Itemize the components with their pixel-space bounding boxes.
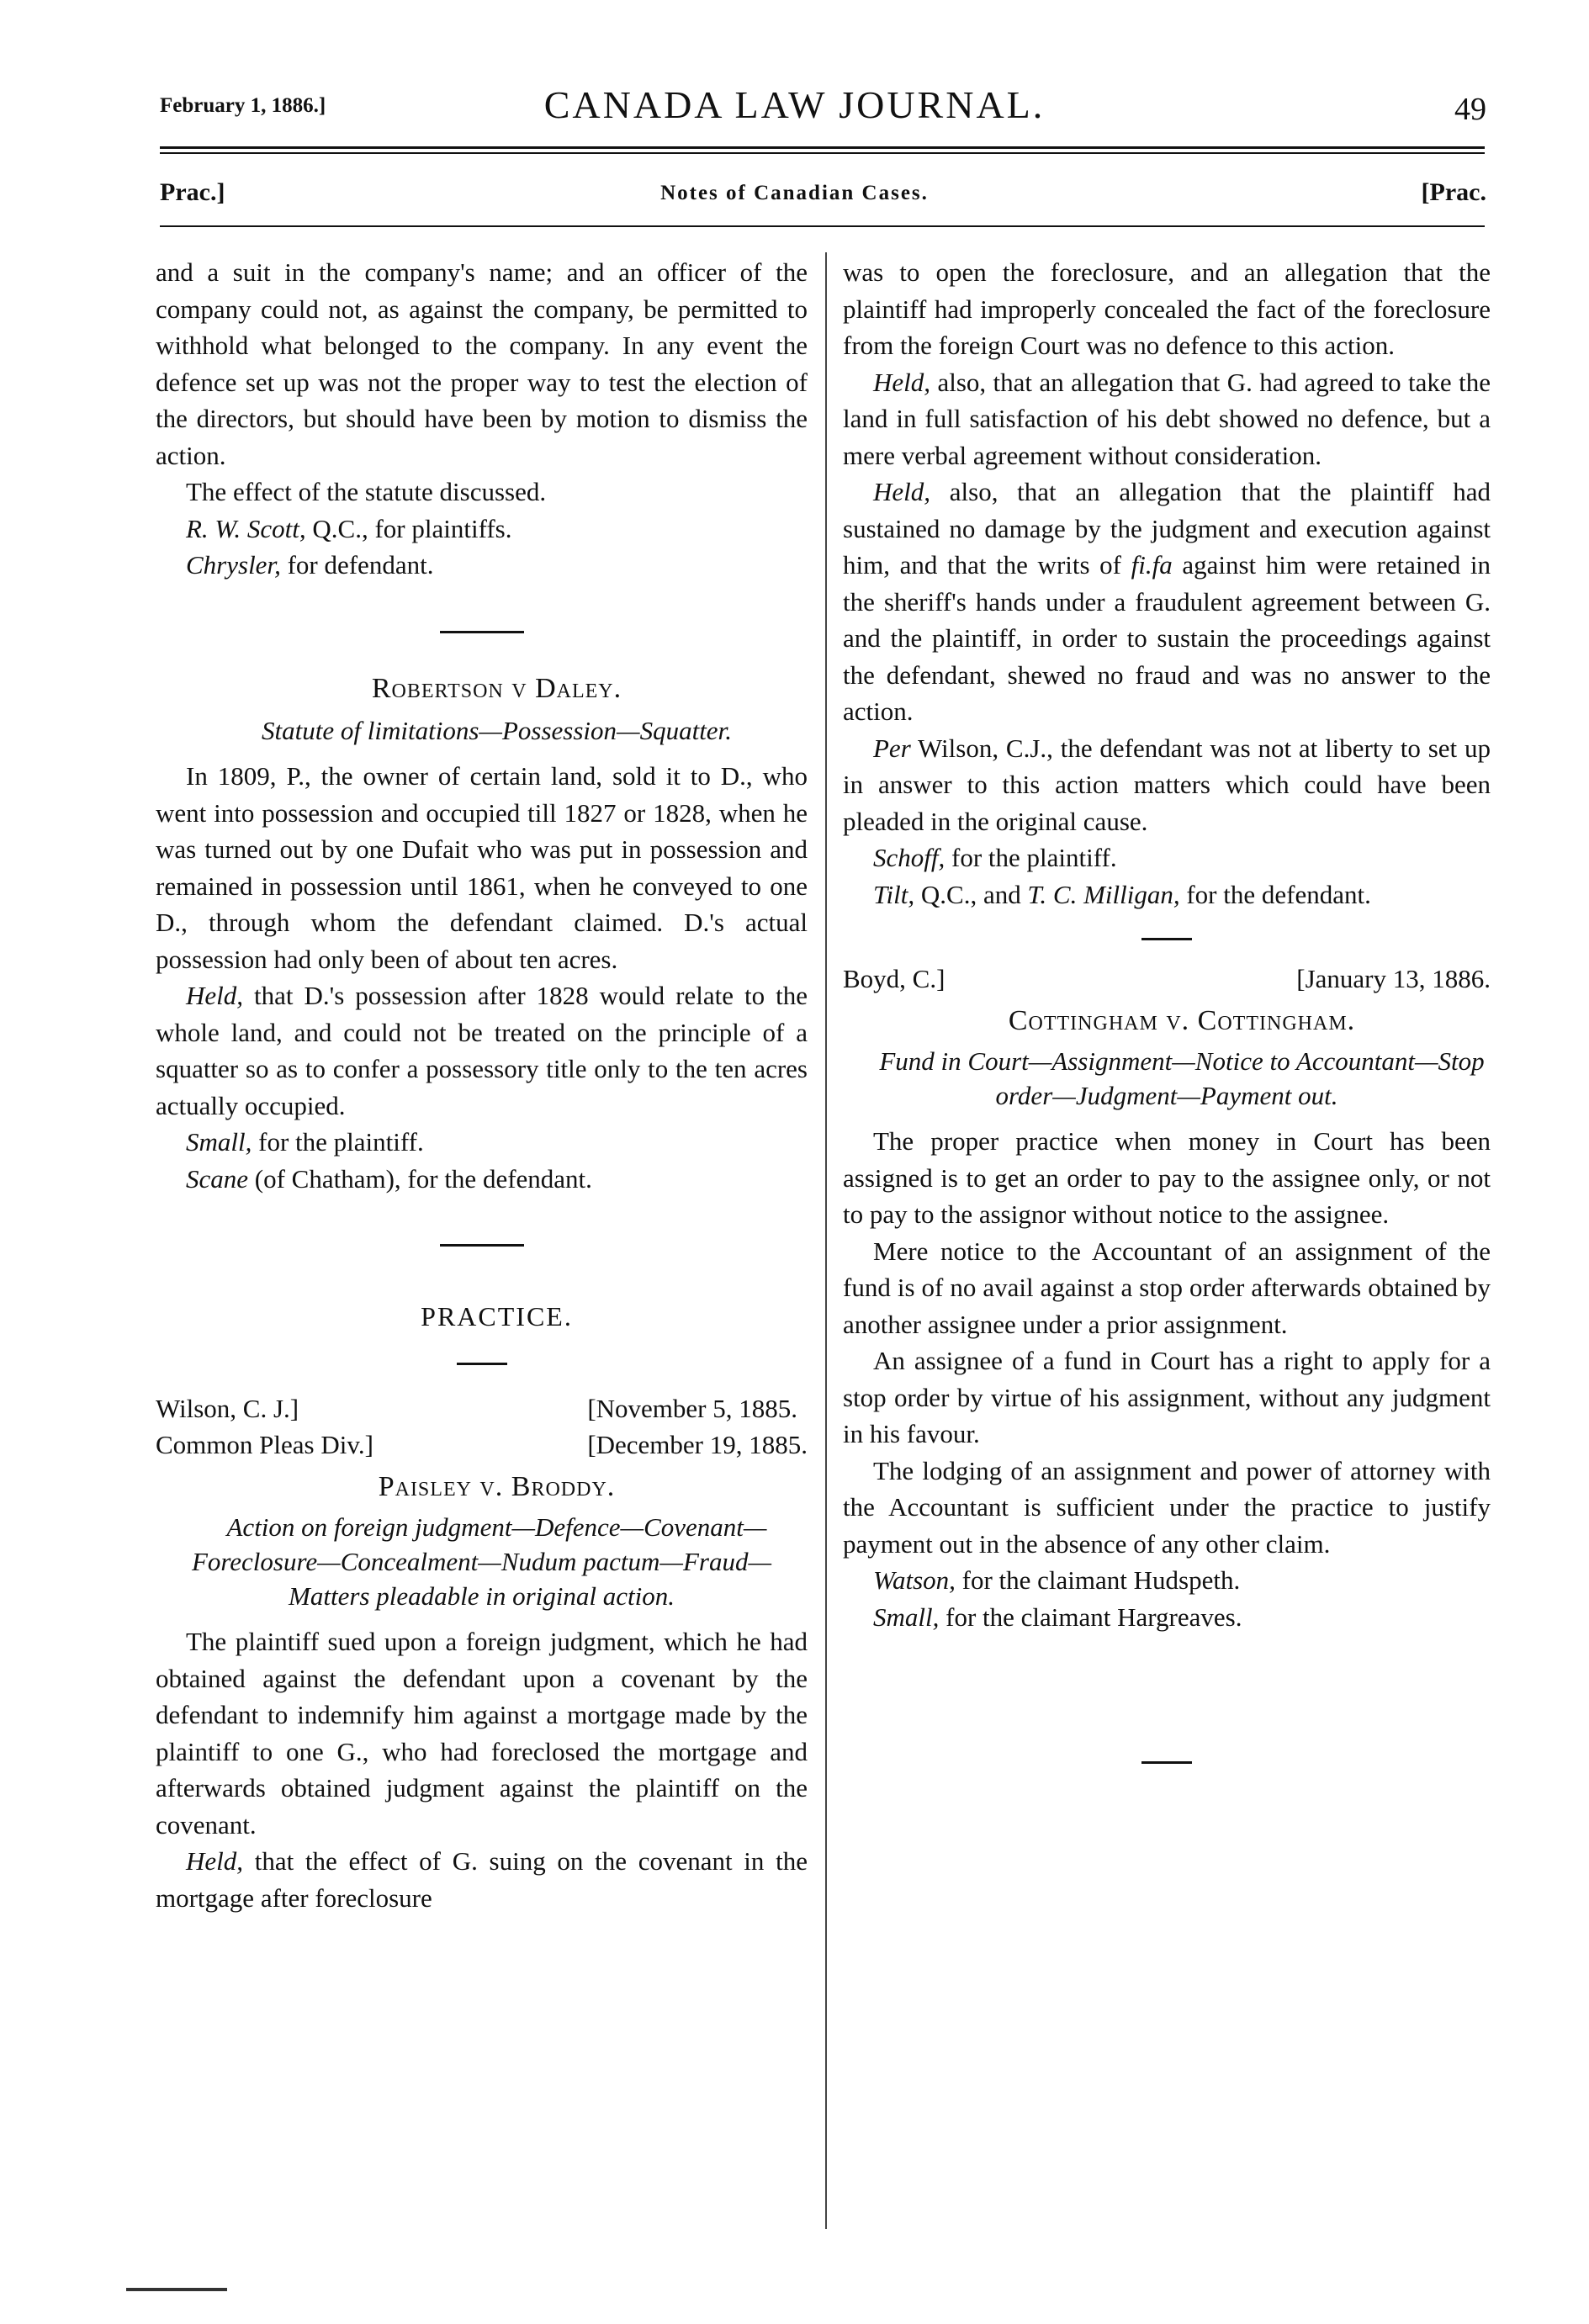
paragraph-text: Wilson, C.J., the defendant was not at liberty to set up in answer to this action matters which could have been pleaded in the original cause. [843,733,1491,836]
paragraph [843,364,1491,474]
counsel-line [156,1161,808,1198]
counsel-name: Small, [873,1601,940,1632]
counsel-line [156,511,808,548]
held-label: Held, [186,1846,244,1876]
paragraph [843,474,1491,730]
counsel-role: for the claimant Hargreaves. [939,1601,1242,1632]
counsel-name: T. C. Milligan, [1027,879,1180,909]
case-headnote-topic: Fund in Court—Assignment—Notice to Accountant—Stop order—Judgment—Payment out. [879,1046,1485,1110]
court-judge: Boyd, C.] [843,964,945,993]
counsel-line [156,1124,808,1161]
case-title: Cottingham v. Cottingham. [1008,1004,1356,1036]
header-rule-top [160,146,1485,149]
paragraph-text: against him were retained in the sheriff's hands under a fraudulent agreement between G. and the plaintiff, in order to sustain the proceedings against the defendant, shewed no fraud and was no answer to the action. [843,550,1491,726]
paragraph-text: also, that an allegation that the plaintiff had sustained no damage by the judgment and execution against him, and that the writs of [843,477,1491,580]
counsel-name: Scane [186,1163,249,1194]
counsel-name: Small, [186,1127,252,1157]
case-headnote-topic: Action on foreign judgment—Defence—Covenant—Foreclosure—Concealment—Nudum pactum—Fraud—Matters pleadable in original action. [191,1512,772,1611]
counsel-line [843,1562,1491,1599]
paragraph: The proper practice when money in Court has been assigned is to get an order to pay to the assignee only, or not to pay to the assignor without notice to the assignee. [843,1126,1491,1229]
counsel-line [843,839,1491,876]
paragraph: The lodging of an assignment and power of attorney with the Accountant is sufficient under the practice to justify payment out in the absence of any other claim. [843,1455,1491,1559]
paragraph: Mere notice to the Accountant of an assignment of the fund is of no avail against a stop order afterwards obtained by another assignee under a prior assignment. [843,1236,1491,1339]
running-head-right: [Prac. [1421,178,1486,206]
paragraph: In 1809, P., the owner of certain land, sold it to D., who went into possession and occupied till 1827 or 1828, when he was turned out by one Dufait who was put in possession and remained in possession until 1861, when he conveyed to one D., through whom the defendant claimed. D.'s actual possession had only been of about ten acres. [156,761,808,974]
issue-date: February 1, 1886.] [160,94,326,117]
held-label: Held, [873,367,931,397]
page-edge-mark [126,2288,227,2291]
counsel-role: for the plaintiff. [252,1127,424,1157]
counsel-name: Watson, [873,1565,956,1595]
subheader-rule [160,225,1485,227]
counsel-role: for the plaintiff. [945,843,1117,872]
paragraph: was to open the foreclosure, and an allegation that the plaintiff had improperly concealed the fact of the foreclosure from the foreign Court was no defence to this action. [843,257,1491,360]
held-label: Held, [873,477,931,506]
case-title: Paisley v. Broddy. [378,1470,616,1502]
court-date: [November 5, 1885. [587,1393,797,1423]
practice-heading: PRACTICE. [421,1301,573,1331]
case-headnote-topic: Statute of limitations—Possession—Squatter. [262,716,732,745]
running-head-left: Prac.] [160,178,225,206]
right-column [843,254,1491,1764]
left-column [156,254,808,1916]
counsel-name: Schoff, [873,843,945,872]
court-line [843,961,1491,998]
counsel-role: for defendant. [280,550,434,580]
writ-term: fi.fa [1131,550,1173,580]
court-date: [January 13, 1886. [1296,964,1491,993]
end-separator [1141,1761,1192,1764]
counsel-role: (of Chatham), for the defendant. [248,1163,592,1194]
counsel-line [843,1599,1491,1636]
column-divider [825,252,827,2229]
paragraph-text: that the effect of G. suing on the covenant in the mortgage after foreclosure [156,1846,808,1913]
counsel-line [843,876,1491,913]
court-line [156,1390,808,1464]
counsel-role: for the defendant. [1179,879,1371,909]
paragraph: An assignee of a fund in Court has a right to apply for a stop order by virtue of his assignment, without any judgment in his favour. [843,1346,1491,1448]
held-label: Held, [186,981,244,1010]
paragraph [156,1843,808,1916]
counsel-name: R. W. Scott, [186,513,306,543]
journal-title: CANADA LAW JOURNAL. [543,83,1046,126]
court-date: [December 19, 1885. [587,1430,808,1459]
counsel-role: Q.C., and [914,879,1028,909]
counsel-name: Chrysler, [186,550,281,580]
section-title: Notes of Canadian Cases. [660,182,929,204]
paragraph [156,977,808,1124]
per-label: Per [873,733,911,763]
court-division: Common Pleas Div.] [156,1430,373,1459]
counsel-name: Tilt, [873,879,915,909]
paragraph: and a suit in the company's name; and an officer of the company could not, as against the company, be permitted to withhold what belonged to the company. In any event the defence set up was not the proper way to test the election of the directors, but should have been by motion to dismiss the action. [156,257,808,470]
paragraph [843,730,1491,840]
counsel-role: Q.C., for plaintiffs. [305,513,512,543]
court-judge: Wilson, C. J.] [156,1393,299,1423]
case-title: Robertson v Daley. [371,672,622,704]
paragraph: The plaintiff sued upon a foreign judgment, which he had obtained against the defendant upon a covenant by the defendant to indemnify him against a mortgage made by the plaintiff to one G., who had foreclosed the mortgage and afterwards obtained judgment against the plaintiff on the covenant. [156,1627,808,1840]
paragraph: The effect of the statute discussed. [186,477,547,506]
counsel-role: for the claimant Hudspeth. [955,1565,1241,1595]
paragraph-text: that D.'s possession after 1828 would relate to the whole land, and could not be treated on the principle of a squatter so as to confer a possessory title only to the ten acres actually occupied. [156,981,808,1120]
page-number: 49 [1454,92,1486,127]
counsel-line [156,547,808,584]
header-rule-bottom [160,152,1485,154]
paragraph-text: also, that an allegation that G. had agreed to take the land in full satisfaction of his debt showed no defence, but a mere verbal agreement without consideration. [843,367,1491,470]
